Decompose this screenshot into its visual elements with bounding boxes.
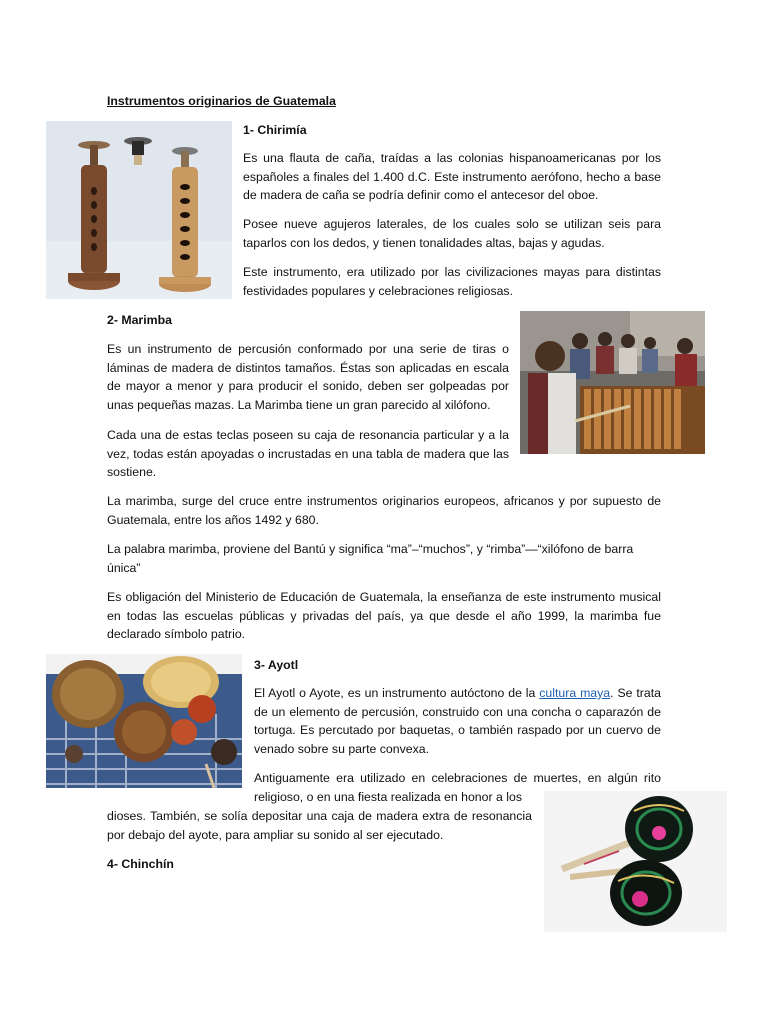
cultura-maya-link[interactable]: cultura maya	[539, 686, 611, 700]
chinchin-image	[544, 791, 727, 932]
chirimia-image	[46, 121, 232, 299]
chirimia-paragraph-1: Es una flauta de caña, traídas a las colonias hispanoamericanas por los españoles a finales del 1.400 d.C. Este instrumento aerófono, hecho a base de madera de caña se podría definir como el antecesor del oboe.	[243, 151, 661, 202]
ayotl-paragraph-2-top-text: Antiguamente era utilizado en celebraciones de muertes, en algún rito religioso, o en una fiesta realizada en honor a los	[254, 771, 661, 804]
ayotl-paragraph-1-start: El Ayotl o Ayote, es un instrumento autóctono de la	[254, 686, 540, 700]
ayotl-heading: 3- Ayotl	[254, 658, 299, 672]
ayotl-image	[46, 654, 242, 788]
chirimia-heading: 1- Chirimía	[243, 123, 307, 137]
marimba-image	[520, 311, 705, 454]
marimba-paragraph-4: La palabra marimba, proviene del Bantú y significa “ma”–“muchos”, y “rimba”—“xilófono de barra única”	[107, 542, 634, 575]
marimba-paragraph-1: Es un instrumento de percusión conformado por una serie de tiras o láminas de madera de distintos tamaños. Éstas son aplicadas en escala de mayor a menor y para producir el sonido, deben ser golpeadas por unas pequeñas mazas. La Marimba tiene un gran parecido al xilófono.	[107, 342, 509, 412]
ayotl-paragraph-1	[254, 684, 661, 758]
ayotl-paragraph-2-bottom: dioses. También, se solía depositar una caja de madera extra de resonancia por debajo del ayote, para ampliar su sonido al ser ejecutado.	[107, 809, 532, 842]
marimba-paragraph-2: Cada una de estas teclas poseen su caja de resonancia particular y a la vez, todas están apoyadas o incrustadas en una tabla de madera que las sostiene.	[107, 428, 509, 479]
chirimia-paragraph-2: Posee nueve agujeros laterales, de los cuales solo se utilizan seis para taparlos con los dedos, y tienen tonalidades altas, bajas y agudas.	[243, 217, 661, 250]
marimba-paragraph-3: La marimba, surge del cruce entre instrumentos originarios europeos, africanos y por supuesto de Guatemala, entre los años 1492 y 680.	[107, 494, 661, 527]
chinchin-heading: 4- Chinchín	[107, 857, 174, 871]
chirimia-paragraph-3: Este instrumento, era utilizado por las civilizaciones mayas para distintas festividades populares y celebraciones religiosas.	[243, 265, 661, 298]
marimba-paragraph-5: Es obligación del Ministerio de Educación de Guatemala, la enseñanza de este instrumento musical en todas las escuelas públicas y privadas del país, ya que desde el año 1999, la marimba fue declarado símbolo patrio.	[107, 590, 661, 641]
page-title: Instrumentos originarios de Guatemala	[107, 94, 336, 108]
marimba-heading: 2- Marimba	[107, 313, 172, 327]
ayotl-paragraph-1-end: . Se trata de un elemento de percusión, construido con una concha o caparazón de tortuga. Es percutado por baquetas, o también raspado por un cuervo de venado sobre su parte convexa.	[254, 686, 661, 756]
